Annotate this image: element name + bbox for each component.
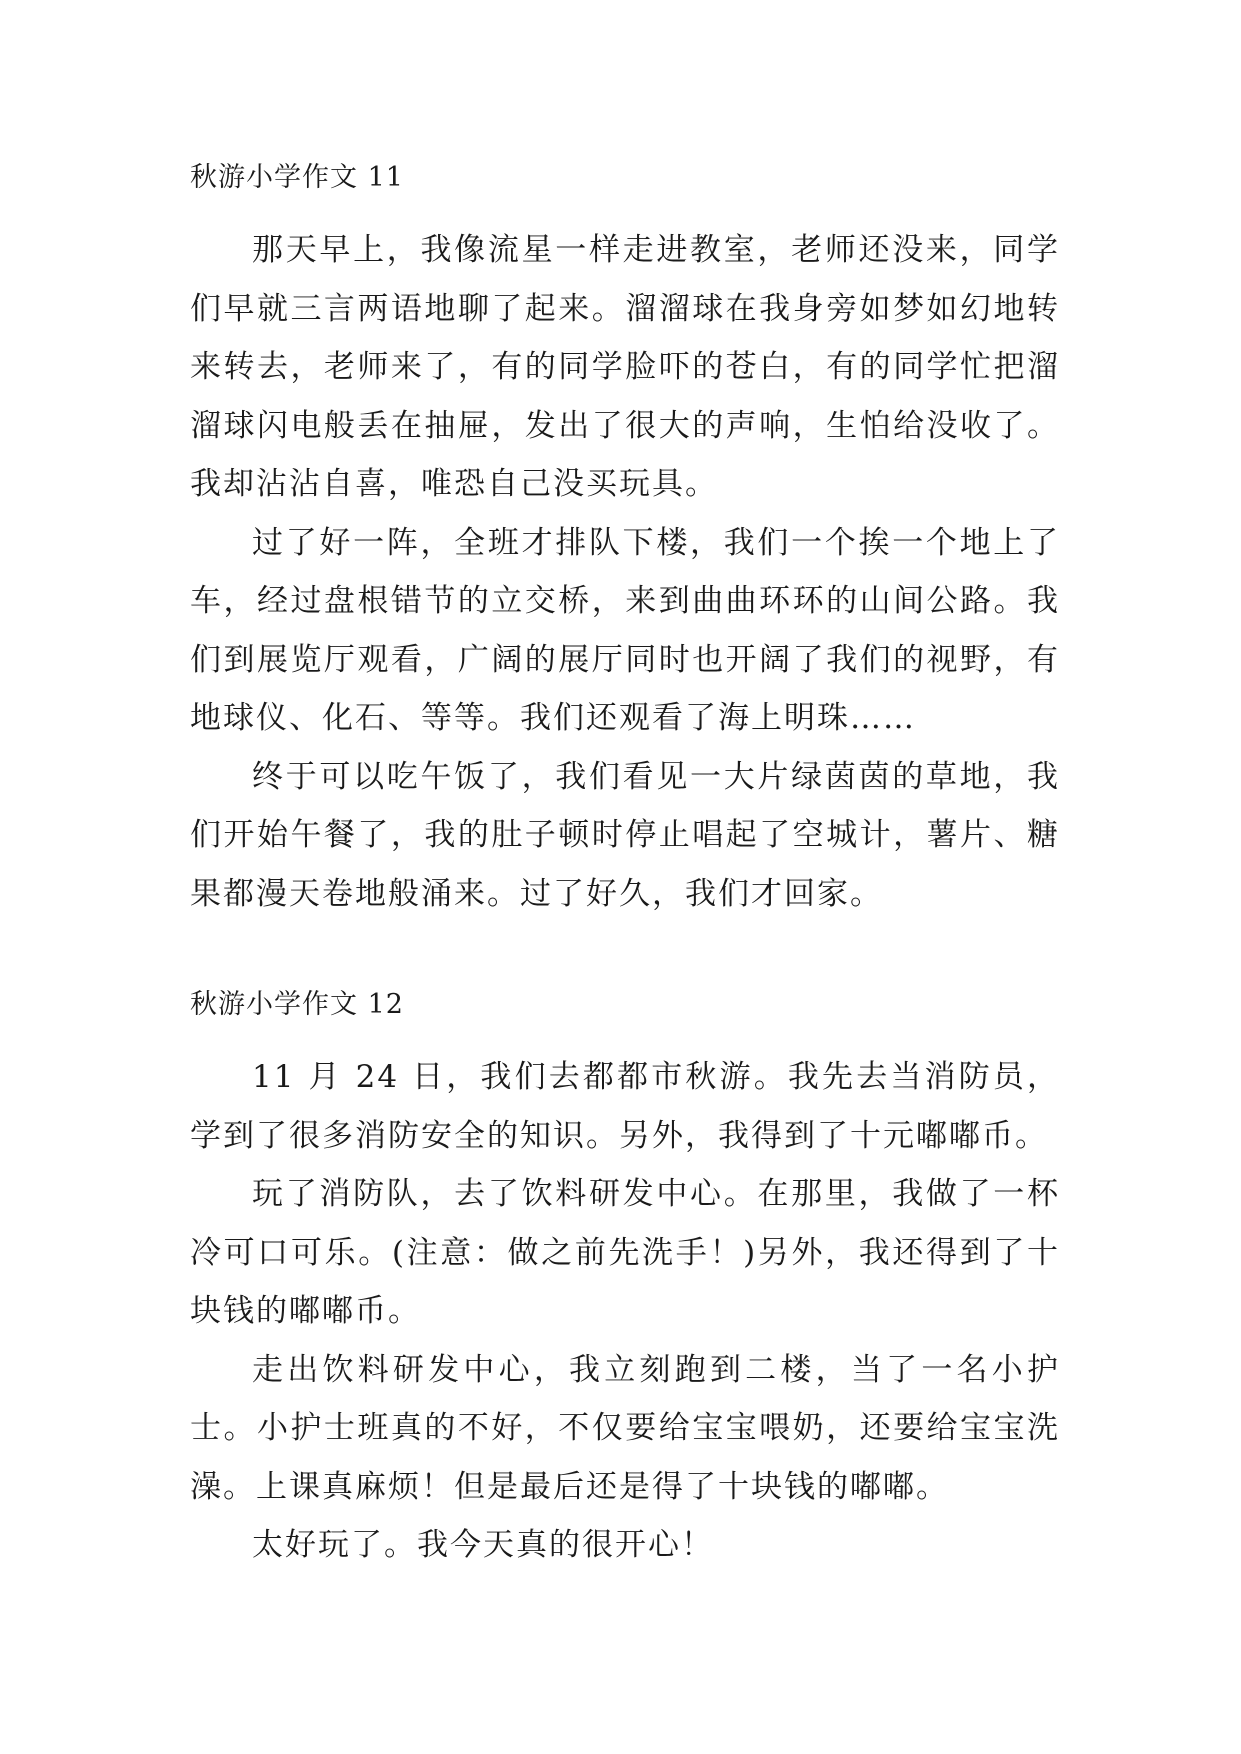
essay-title: 秋游小学作文 12 xyxy=(190,989,404,1020)
essay-11 xyxy=(190,160,1060,923)
essay-paragraph: 玩了消防队，去了饮料研发中心。在那里，我做了一杯冷可口可乐。(注意：做之前先洗手！)另外，我还得到了十块钱的嘟嘟币。 xyxy=(190,1176,1060,1329)
essay-paragraph: 太好玩了。我今天真的很开心！ xyxy=(252,1527,714,1563)
essay-paragraph: 走出饮料研发中心，我立刻跑到二楼，当了一名小护士。小护士班真的不好，不仅要给宝宝喂奶，还要给宝宝洗澡。上课真麻烦！但是最后还是得了十块钱的嘟嘟。 xyxy=(190,1351,1060,1505)
essay-paragraph: 终于可以吃午饭了，我们看见一大片绿茵茵的草地，我们开始午餐了，我的肚子顿时停止唱起了空城计，薯片、糖果都漫天卷地般涌来。过了好久，我们才回家。 xyxy=(190,758,1060,912)
essay-paragraph: 那天早上，我像流星一样走进教室，老师还没来，同学们早就三言两语地聊了起来。溜溜球在我身旁如梦如幻地转来转去，老师来了，有的同学脸吓的苍白，有的同学忙把溜溜球闪电般丢在抽屉，发出了很大的声响，生怕给没收了。我却沾沾自喜，唯恐自己没买玩具。 xyxy=(190,232,1060,502)
essay-paragraph: 11 月 24 日，我们去都都市秋游。我先去当消防员，学到了很多消防安全的知识。另外，我得到了十元嘟嘟币。 xyxy=(190,1059,1060,1154)
essay-title: 秋游小学作文 11 xyxy=(190,162,404,193)
essay-paragraph: 过了好一阵，全班才排队下楼，我们一个挨一个地上了车，经过盘根错节的立交桥，来到曲曲环环的山间公路。我们到展览厅观看，广阔的展厅同时也开阔了我们的视野，有地球仪、化石、等等。我们还观看了海上明珠…… xyxy=(190,524,1060,736)
document-page xyxy=(190,160,1060,1639)
essay-12 xyxy=(190,987,1060,1575)
